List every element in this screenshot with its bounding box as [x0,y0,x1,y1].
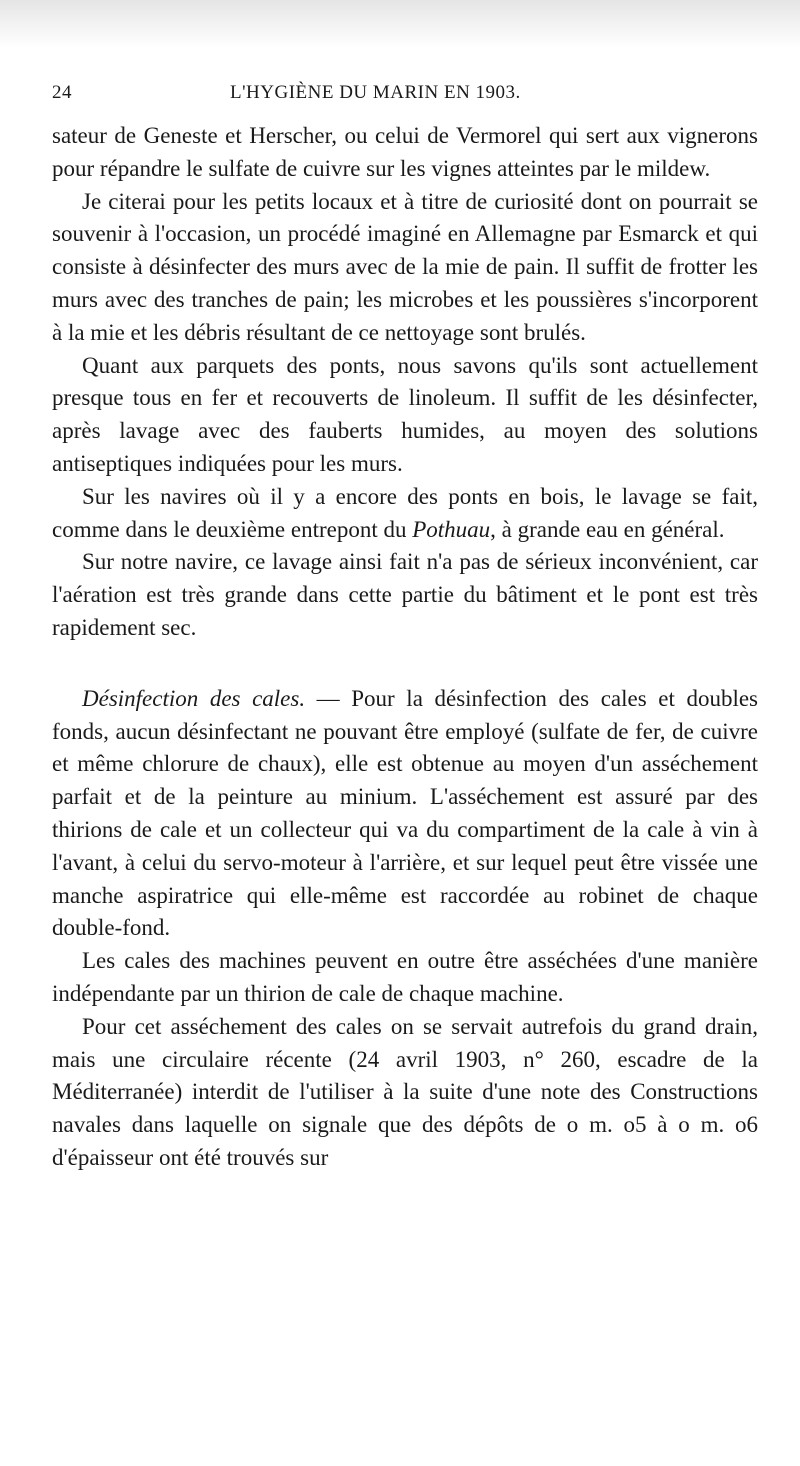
running-title: L'HYGIÈNE DU MARIN EN 1903. [230,82,521,103]
paragraph-continuation: sateur de Geneste et Herscher, ou celui de Vermorel qui sert aux vignerons pour répandre le sulfate de cuivre sur les vignes atteintes par le mildew. [52,123,758,181]
scan-edge-shading [0,0,800,60]
paragraph-wooden-decks [52,481,758,547]
paragraph-machine-holds: Les cales des machines peuvent en outre être asséchées d'une manière indépendante par un thirion de cale de chaque machine. [52,948,758,1006]
body-text [52,120,758,1175]
paragraph-text: , à grande eau en général. [490,516,725,542]
paragraph-text: — Pour la désinfection des cales et doubles fonds, aucun désinfectant ne pouvant être employé (sulfate de fer, de cuivre et même chlorure de chaux), elle est obtenue au moyen d'un asséchement parfait et de la peinture au minium. L'asséchement est assuré par des thirions de cale et un collecteur qui va du compartiment de la cale à vin à l'avant, à celui du servo-moteur à l'arrière, et sur lequel peut être vissée une manche aspiratrice qui elle-même est raccordée au robinet de chaque double-fond. [52,685,758,941]
ship-name: Pothuau [412,516,491,542]
page-number: 24 [52,82,72,103]
paragraph-our-ship: Sur notre navire, ce lavage ainsi fait n'a pas de sérieux inconvénient, car l'aération est très grande dans cette partie du bâtiment et le pont est très rapidement sec. [52,549,758,640]
running-header [52,82,758,112]
paragraph-deck-floors: Quant aux parquets des ponts, nous savons qu'ils sont actuellement presque tous en fer et recouverts de linoleum. Il suffit de les désinfecter, après lavage avec des fauberts humides, au moyen des solutions antiseptiques indiquées pour les murs. [52,352,758,476]
paragraph-great-drain: Pour cet asséchement des cales on se servait autrefois du grand drain, mais une circulaire récente (24 avril 1903, n° 260, escadre de la Méditerranée) interdit de l'utiliser à la suite d'une note des Constructions navales dans laquelle on signale que des dépôts de o m. o5 à o m. o6 d'épaisseur ont été trouvés sur [52,1013,758,1170]
paragraph-esmarck-bread: Je citerai pour les petits locaux et à titre de curiosité dont on pourrait se souvenir à l'occasion, un procédé imaginé en Allemagne par Esmarck et qui consiste à désinfecter des murs avec de la mie de pain. Il suffit de frotter les murs avec des tranches de pain; les microbes et les poussières s'incorporent à la mie et les débris résultant de ce nettoyage sont brulés. [52,188,758,345]
section-title: Désinfection des cales. [82,685,306,711]
paragraph-hold-disinfection [52,683,758,945]
paragraph-text: Sur les navires où il y a encore des ponts en bois, le lavage se fait, comme dans le deuxième entrepont du [52,483,758,542]
